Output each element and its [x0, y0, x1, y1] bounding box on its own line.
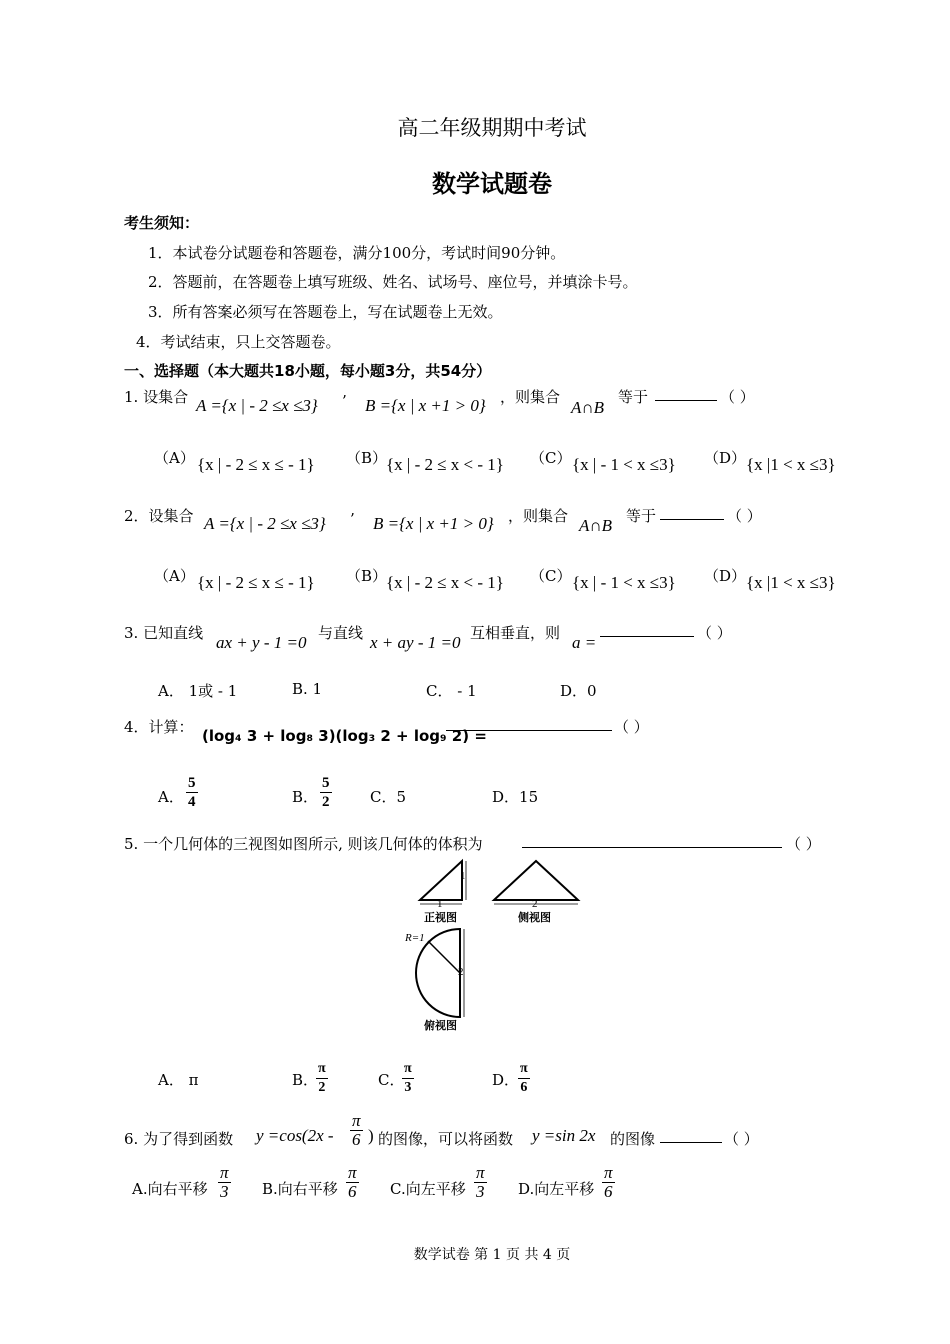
- q5-opt-a: A． π: [158, 1071, 199, 1089]
- q1-opt-b-label: （B）: [346, 449, 388, 467]
- q1-opt-a-label: （A）: [154, 449, 195, 467]
- q1-suffix: 等于: [618, 388, 649, 406]
- q1-set-a: A ={x | - 2 ≤x ≤3}: [196, 396, 318, 415]
- section-heading: 一、选择题（本大题共18小题，每小题3分，共54分）: [124, 362, 492, 380]
- q2-set-b: B ={x | x +1 > 0}: [373, 514, 494, 533]
- q2-opt-c-label: （C）: [530, 567, 572, 585]
- q3-mid: 与直线: [318, 624, 364, 642]
- notice-item-1: 1．本试卷分试题卷和答题卷，满分100分，考试时间90分钟。: [148, 244, 566, 262]
- q6-opt-d-label: D.向左平移: [518, 1180, 595, 1198]
- q6-opt-a-label: A.向右平移: [132, 1180, 208, 1198]
- front-view: [420, 861, 466, 904]
- q2-expr: A∩B: [579, 516, 613, 535]
- three-view-figure: [400, 855, 590, 1040]
- q2-opt-a: {x | - 2 ≤ x ≤ - 1}: [197, 573, 315, 592]
- q3-suffix: 互相垂直，则: [470, 624, 561, 642]
- q5-paren: （ ）: [786, 835, 821, 853]
- q2-opt-d-label: （D）: [704, 567, 747, 585]
- q4-opt-b-label: B．: [292, 788, 319, 806]
- q2-prefix: 2．设集合: [124, 507, 194, 525]
- front-dim-1: 1: [460, 870, 466, 882]
- q3-opt-c: C． - 1: [426, 682, 477, 700]
- side-view-label: 侧视图: [518, 911, 551, 924]
- top-view-label: 俯视图: [424, 1019, 457, 1032]
- notice-item-2: 2．答题前，在答题卷上填写班级、姓名、试场号、座位号，并填涂卡号。: [148, 273, 638, 291]
- q5-answer-blank[interactable]: [522, 833, 782, 852]
- q3-opt-b: B. 1: [292, 680, 323, 698]
- q3-paren: （ ）: [697, 624, 732, 642]
- q6-prefix: 6. 为了得到函数: [124, 1130, 234, 1148]
- q4-answer-blank[interactable]: [446, 716, 612, 735]
- q3-opt-a: A． 1或 - 1: [158, 682, 238, 700]
- exam-title: 高二年级期期中考试: [397, 116, 587, 140]
- q6-opt-d-frac: $\frac{\pi}{6}$: [604, 1163, 613, 1201]
- q3-line-1: ax + y - 1 =0: [216, 633, 307, 652]
- q4-opt-d: D．15: [492, 788, 539, 806]
- page-footer: 数学试卷 第 1 页 共 4 页: [413, 1247, 571, 1263]
- q3-answer-blank[interactable]: [600, 622, 694, 641]
- q1-prefix: 1. 设集合: [124, 388, 189, 406]
- q1-set-b: B ={x | x +1 > 0}: [365, 396, 486, 415]
- q6-opt-b-frac: $\frac{\pi}{6}$: [348, 1163, 357, 1201]
- q6-func-2: y =sin 2x: [532, 1126, 596, 1145]
- q2-opt-b: {x | - 2 ≤ x < - 1}: [386, 573, 504, 592]
- top-radius: R=1: [405, 932, 425, 944]
- q4-prefix: 4．计算：: [124, 718, 194, 736]
- q6-func-1b: ): [368, 1126, 374, 1145]
- side-dim: 2: [532, 898, 538, 910]
- q2-mid: ，则集合: [508, 507, 569, 525]
- q1-opt-d-label: （D）: [704, 449, 747, 467]
- q1-opt-d: {x |1 < x ≤3}: [746, 455, 836, 474]
- q4-opt-b-frac: $\frac{5}{2}$: [322, 775, 330, 810]
- top-dim: 2: [458, 966, 464, 978]
- q2-suffix: 等于: [626, 507, 657, 525]
- q5-opt-b-frac: $\frac{\pi}{2}$: [318, 1061, 326, 1095]
- q2-paren: （ ）: [727, 507, 762, 525]
- q6-func-1a: y =cos(2x -: [256, 1126, 334, 1145]
- notice-heading: 考生须知：: [124, 214, 200, 232]
- q4-opt-c: C．5: [370, 788, 407, 806]
- q6-opt-c-frac: $\frac{\pi}{3}$: [476, 1163, 485, 1201]
- q3-opt-d: D．0: [560, 682, 597, 700]
- q4-opt-a-frac: $\frac{5}{4}$: [188, 775, 196, 810]
- q1-expr: A∩B: [571, 398, 605, 417]
- q1-opt-a: {x | - 2 ≤ x ≤ - 1}: [197, 455, 315, 474]
- q6-opt-b-label: B.向右平移: [262, 1180, 338, 1198]
- q1-opt-b: {x | - 2 ≤ x < - 1}: [386, 455, 504, 474]
- q5-opt-d-frac: $\frac{\pi}{6}$: [520, 1061, 528, 1095]
- notice-item-4: 4．考试结束，只上交答题卷。: [136, 333, 341, 351]
- q3-line-2: x + ay - 1 =0: [370, 633, 461, 652]
- q2-opt-b-label: （B）: [346, 567, 388, 585]
- q1-mid: ，则集合: [500, 388, 561, 406]
- q6-opt-a-frac: $\frac{\pi}{3}$: [220, 1163, 229, 1201]
- q2-opt-d: {x |1 < x ≤3}: [746, 573, 836, 592]
- q6-paren: （ ）: [724, 1130, 759, 1148]
- q4-expr: (log₄ 3 + log₈ 3)(log₃ 2 + log₉ 2) =: [202, 727, 487, 745]
- notice-item-3: 3．所有答案必须写在答题卷上，写在试题卷上无效。: [148, 303, 503, 321]
- q6-answer-blank[interactable]: [660, 1128, 722, 1147]
- q2-opt-c: {x | - 1 < x ≤3}: [572, 573, 676, 592]
- q5-opt-b-label: B．: [292, 1071, 319, 1089]
- exam-subtitle: 数学试题卷: [432, 170, 552, 198]
- q6-opt-c-label: C.向左平移: [390, 1180, 466, 1198]
- q1-opt-c: {x | - 1 < x ≤3}: [572, 455, 676, 474]
- q5-opt-c-label: C．: [378, 1071, 405, 1089]
- q4-opt-a-label: A．: [158, 788, 184, 806]
- q2-opt-a-label: （A）: [154, 567, 195, 585]
- q1-answer-blank[interactable]: [655, 386, 717, 405]
- q6-suffix: 的图像: [610, 1130, 656, 1148]
- q6-mid: 的图像，可以将函数: [378, 1130, 514, 1148]
- q5-opt-c-frac: $\frac{\pi}{3}$: [404, 1061, 412, 1095]
- q5-text: 5. 一个几何体的三视图如图所示, 则该几何体的体积为: [124, 835, 483, 853]
- q2-answer-blank[interactable]: [660, 505, 724, 524]
- front-dim-2: 1: [437, 898, 443, 910]
- q3-prefix: 3. 已知直线: [124, 624, 204, 642]
- q2-set-a: A ={x | - 2 ≤x ≤3}: [204, 514, 326, 533]
- q1-opt-c-label: （C）: [530, 449, 572, 467]
- front-view-label: 正视图: [424, 911, 457, 924]
- q1-paren: （ ）: [720, 388, 755, 406]
- q5-opt-d-label: D．: [492, 1071, 520, 1089]
- q3-var: a =: [572, 633, 597, 652]
- q4-paren: （ ）: [614, 718, 649, 736]
- q6-func-1-frac: $\frac{\pi}{6}$: [352, 1111, 361, 1149]
